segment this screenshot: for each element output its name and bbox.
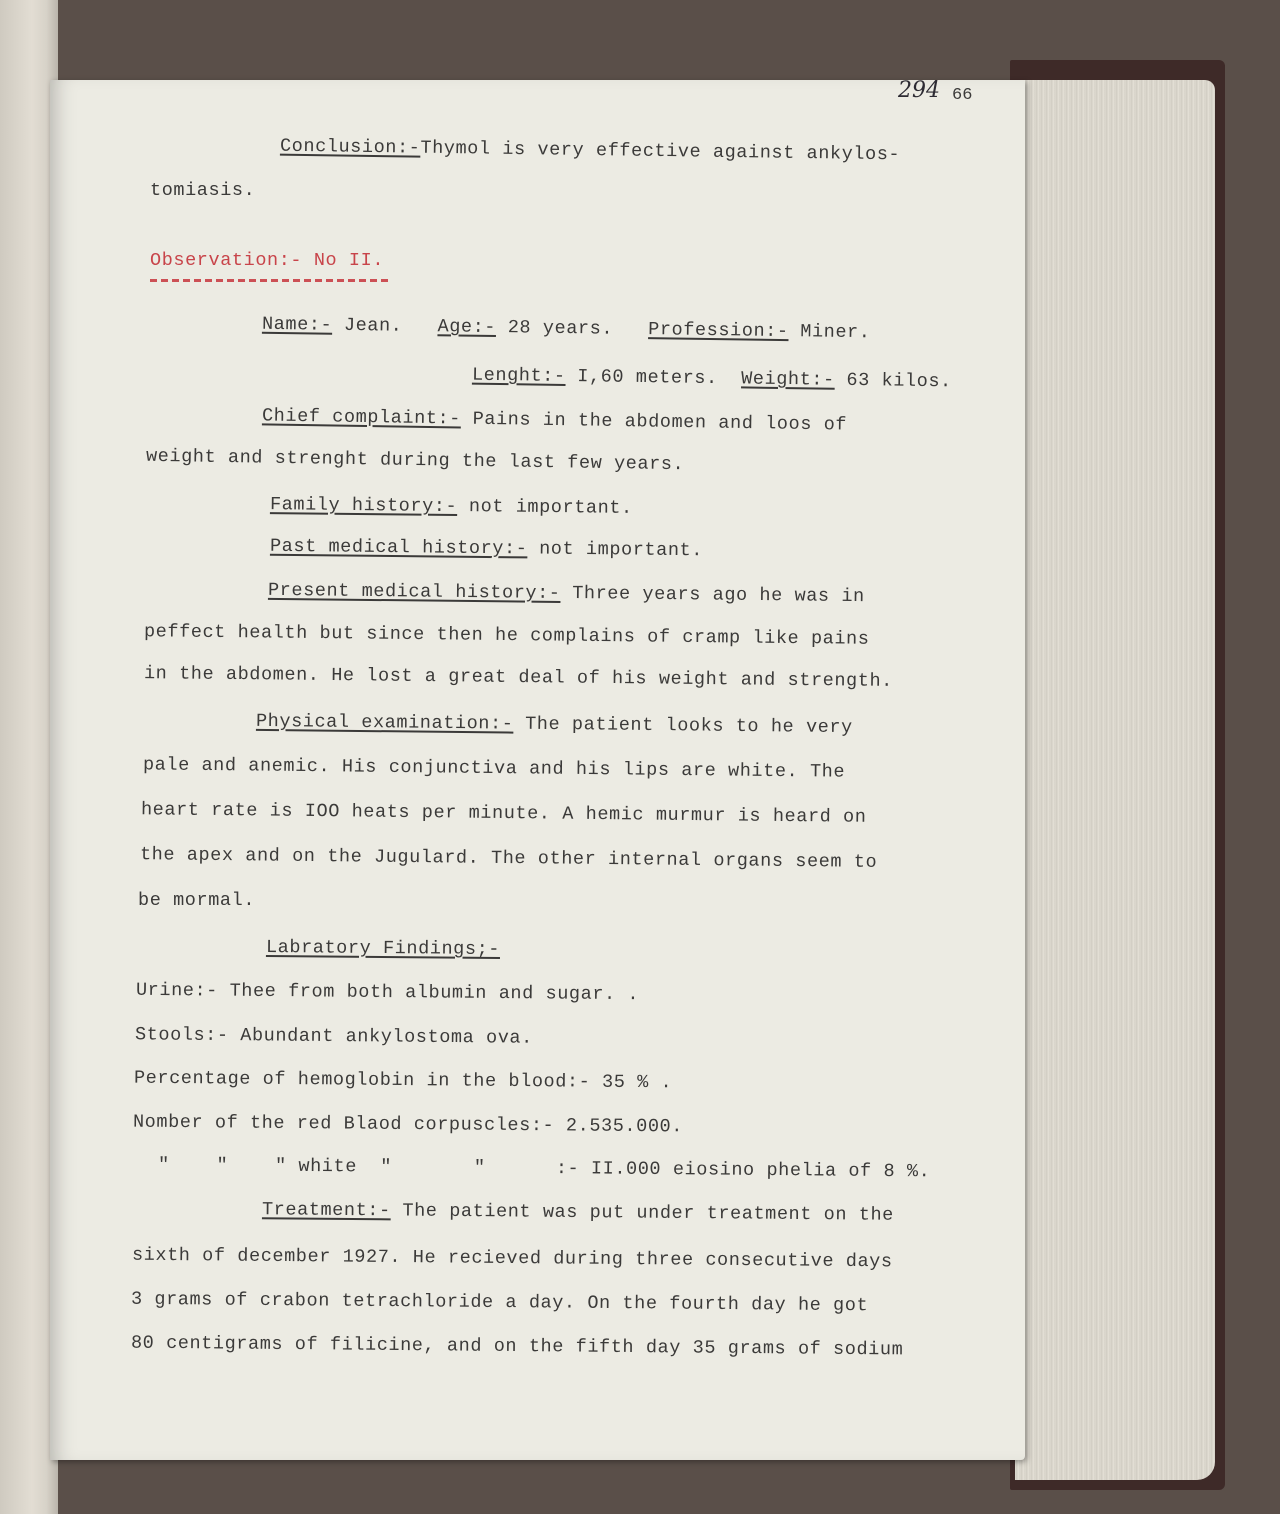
physical-exam-line-5: be mormal. (138, 890, 256, 911)
physical-exam-text-1: The patient looks to he very (525, 713, 853, 739)
physical-exam-label: Physical examination:- (255, 710, 514, 735)
weight-value: 63 kilos. (846, 369, 952, 393)
physical-exam-line-2: pale and anemic. His conjunctiva and his lips are white. The (142, 754, 846, 783)
observation-dashed-underline (150, 279, 390, 282)
lab-red-cells: Nomber of the red Blaod corpuscles:- 2.535.000. (132, 1111, 684, 1138)
chief-complaint-line-2: weight and strenght during the last few years. (145, 445, 685, 476)
lab-heading: Labratory Findings;- (265, 936, 501, 961)
lab-hemoglobin: Percentage of hemoglobin in the blood:- 35 % . (133, 1067, 673, 1094)
name-label: Name:- (261, 313, 333, 336)
past-history-label: Past medical history:- (269, 535, 528, 560)
family-history-line (270, 494, 633, 519)
present-history-line-2: peffect health but since then he complains of cramp like pains (143, 621, 870, 650)
conclusion-label: Conclusion:- (279, 135, 421, 159)
chief-complaint-text-1: Pains in the abdomen and loos of (472, 408, 848, 436)
treatment-label: Treatment:- (261, 1199, 391, 1222)
age-label: Age:- (437, 316, 497, 339)
family-history-text: not important. (468, 496, 633, 519)
present-history-text-1: Three years ago he was in (572, 583, 865, 608)
name-value: Jean. (343, 314, 403, 337)
length-value: I,60 meters. (577, 366, 718, 390)
treatment-line-2: sixth of december 1927. He recieved during three consecutive days (131, 1244, 893, 1273)
present-history-label: Present medical history:- (267, 579, 561, 604)
age-value: 28 years. (507, 317, 614, 340)
conclusion-text-1: Thymol is very effective against ankylos- (420, 137, 901, 166)
past-history-line (270, 536, 703, 562)
physical-exam-line-4: the apex and on the Jugulard. The other internal organs seem to (139, 844, 878, 873)
folio-typed: 66 (952, 86, 973, 105)
lab-urine: Urine:- Thee from both albumin and sugar. . (135, 979, 640, 1006)
observation-heading: Observation:- No II. (150, 250, 385, 271)
treatment-text-1: The patient was put under treatment on the (402, 1200, 895, 1226)
book-page-edges (1015, 80, 1215, 1480)
folio-handwritten: 294 (898, 78, 940, 103)
weight-label: Weight:- (741, 368, 835, 391)
profession-label: Profession:- (648, 319, 789, 343)
length-label: Lenght:- (471, 364, 566, 387)
chief-complaint-label: Chief complaint:- (261, 405, 462, 430)
physical-exam-line-3: heart rate is IOO heats per minute. A hemic murmur is heard on (140, 799, 867, 828)
family-history-label: Family history:- (269, 494, 458, 518)
conclusion-line-2: tomiasis. (150, 180, 256, 201)
treatment-line-3: 3 grams of crabon tetrachloride a day. On the fourth day he got (130, 1288, 869, 1317)
past-history-text: not important. (539, 538, 704, 562)
profession-value: Miner. (800, 321, 871, 344)
lab-white-cells: " " " white " " :- II.000 eiosino phelia of 8 %. (157, 1154, 931, 1183)
lab-stools: Stools:- Abundant ankylostoma ova. (134, 1024, 533, 1049)
treatment-line-4: 80 centigrams of filicine, and on the fifth day 35 grams of sodium (130, 1332, 904, 1361)
present-history-line-3: in the abdomen. He lost a great deal of his weight and strength. (143, 663, 894, 692)
